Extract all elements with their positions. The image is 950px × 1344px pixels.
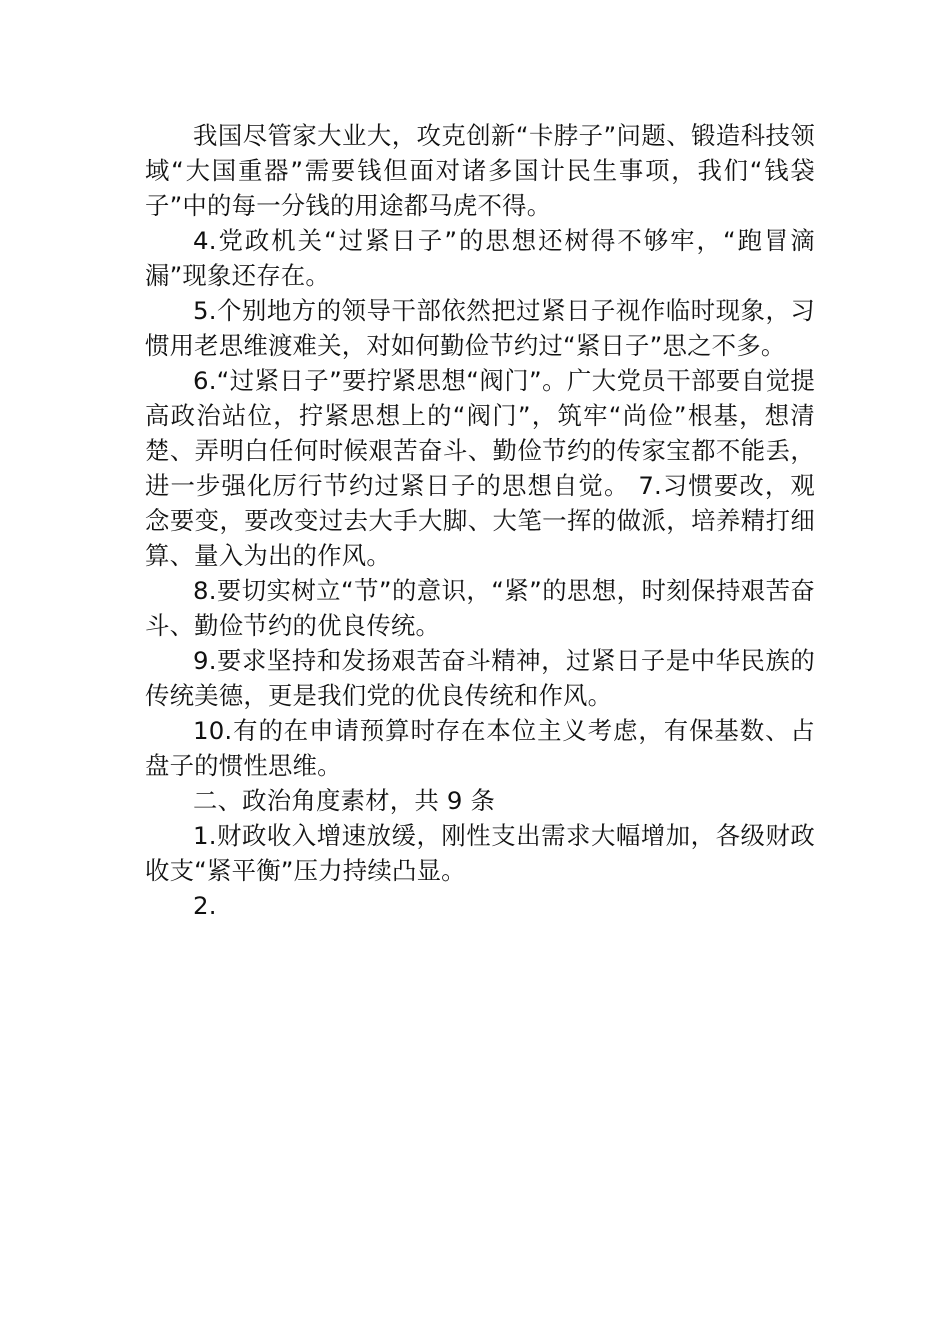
- paragraph-item-6-7: 6.“过紧日子”要拧紧思想“阀门”。广大党员干部要自觉提高政治站位，拧紧思想上的“阀门”，筑牢“尚俭”根基，想清楚、弄明白任何时候艰苦奋斗、勤俭节约的传家宝都不能丢，进一步强化厉行节约过紧日子的思想自觉。 7.习惯要改，观念要变，要改变过去大手大脚、大笔一挥的做派，培养精打细算、量入为出的作风。: [145, 366, 815, 570]
- paragraph-item-9: 9.要求坚持和发扬艰苦奋斗精神，过紧日子是中华民族的传统美德，更是我们党的优良传统和作风。: [145, 646, 815, 710]
- document-body: [145, 118, 815, 923]
- paragraph-political-item-1: 1.财政收入增速放缓，刚性支出需求大幅增加，各级财政收支“紧平衡”压力持续凸显。: [145, 821, 815, 885]
- paragraph-political-item-2: 2.: [193, 891, 217, 920]
- paragraph-budget-usage: 我国尽管家大业大，攻克创新“卡脖子”问题、锻造科技领域“大国重器”需要钱但面对诸多国计民生事项，我们“钱袋子”中的每一分钱的用途都马虎不得。: [145, 121, 815, 220]
- section-heading-political: 二、政治角度素材，共 9 条: [193, 786, 496, 815]
- paragraph-item-5: 5.个别地方的领导干部依然把过紧日子视作临时现象，习惯用老思维渡难关，对如何勤俭节约过“紧日子”思之不多。: [145, 296, 815, 360]
- paragraph-item-4: 4.党政机关“过紧日子”的思想还树得不够牢，“跑冒滴漏”现象还存在。: [145, 226, 815, 290]
- paragraph-item-8: 8.要切实树立“节”的意识，“紧”的思想，时刻保持艰苦奋斗、勤俭节约的优良传统。: [145, 576, 815, 640]
- paragraph-item-10: 10.有的在申请预算时存在本位主义考虑，有保基数、占盘子的惯性思维。: [145, 716, 815, 780]
